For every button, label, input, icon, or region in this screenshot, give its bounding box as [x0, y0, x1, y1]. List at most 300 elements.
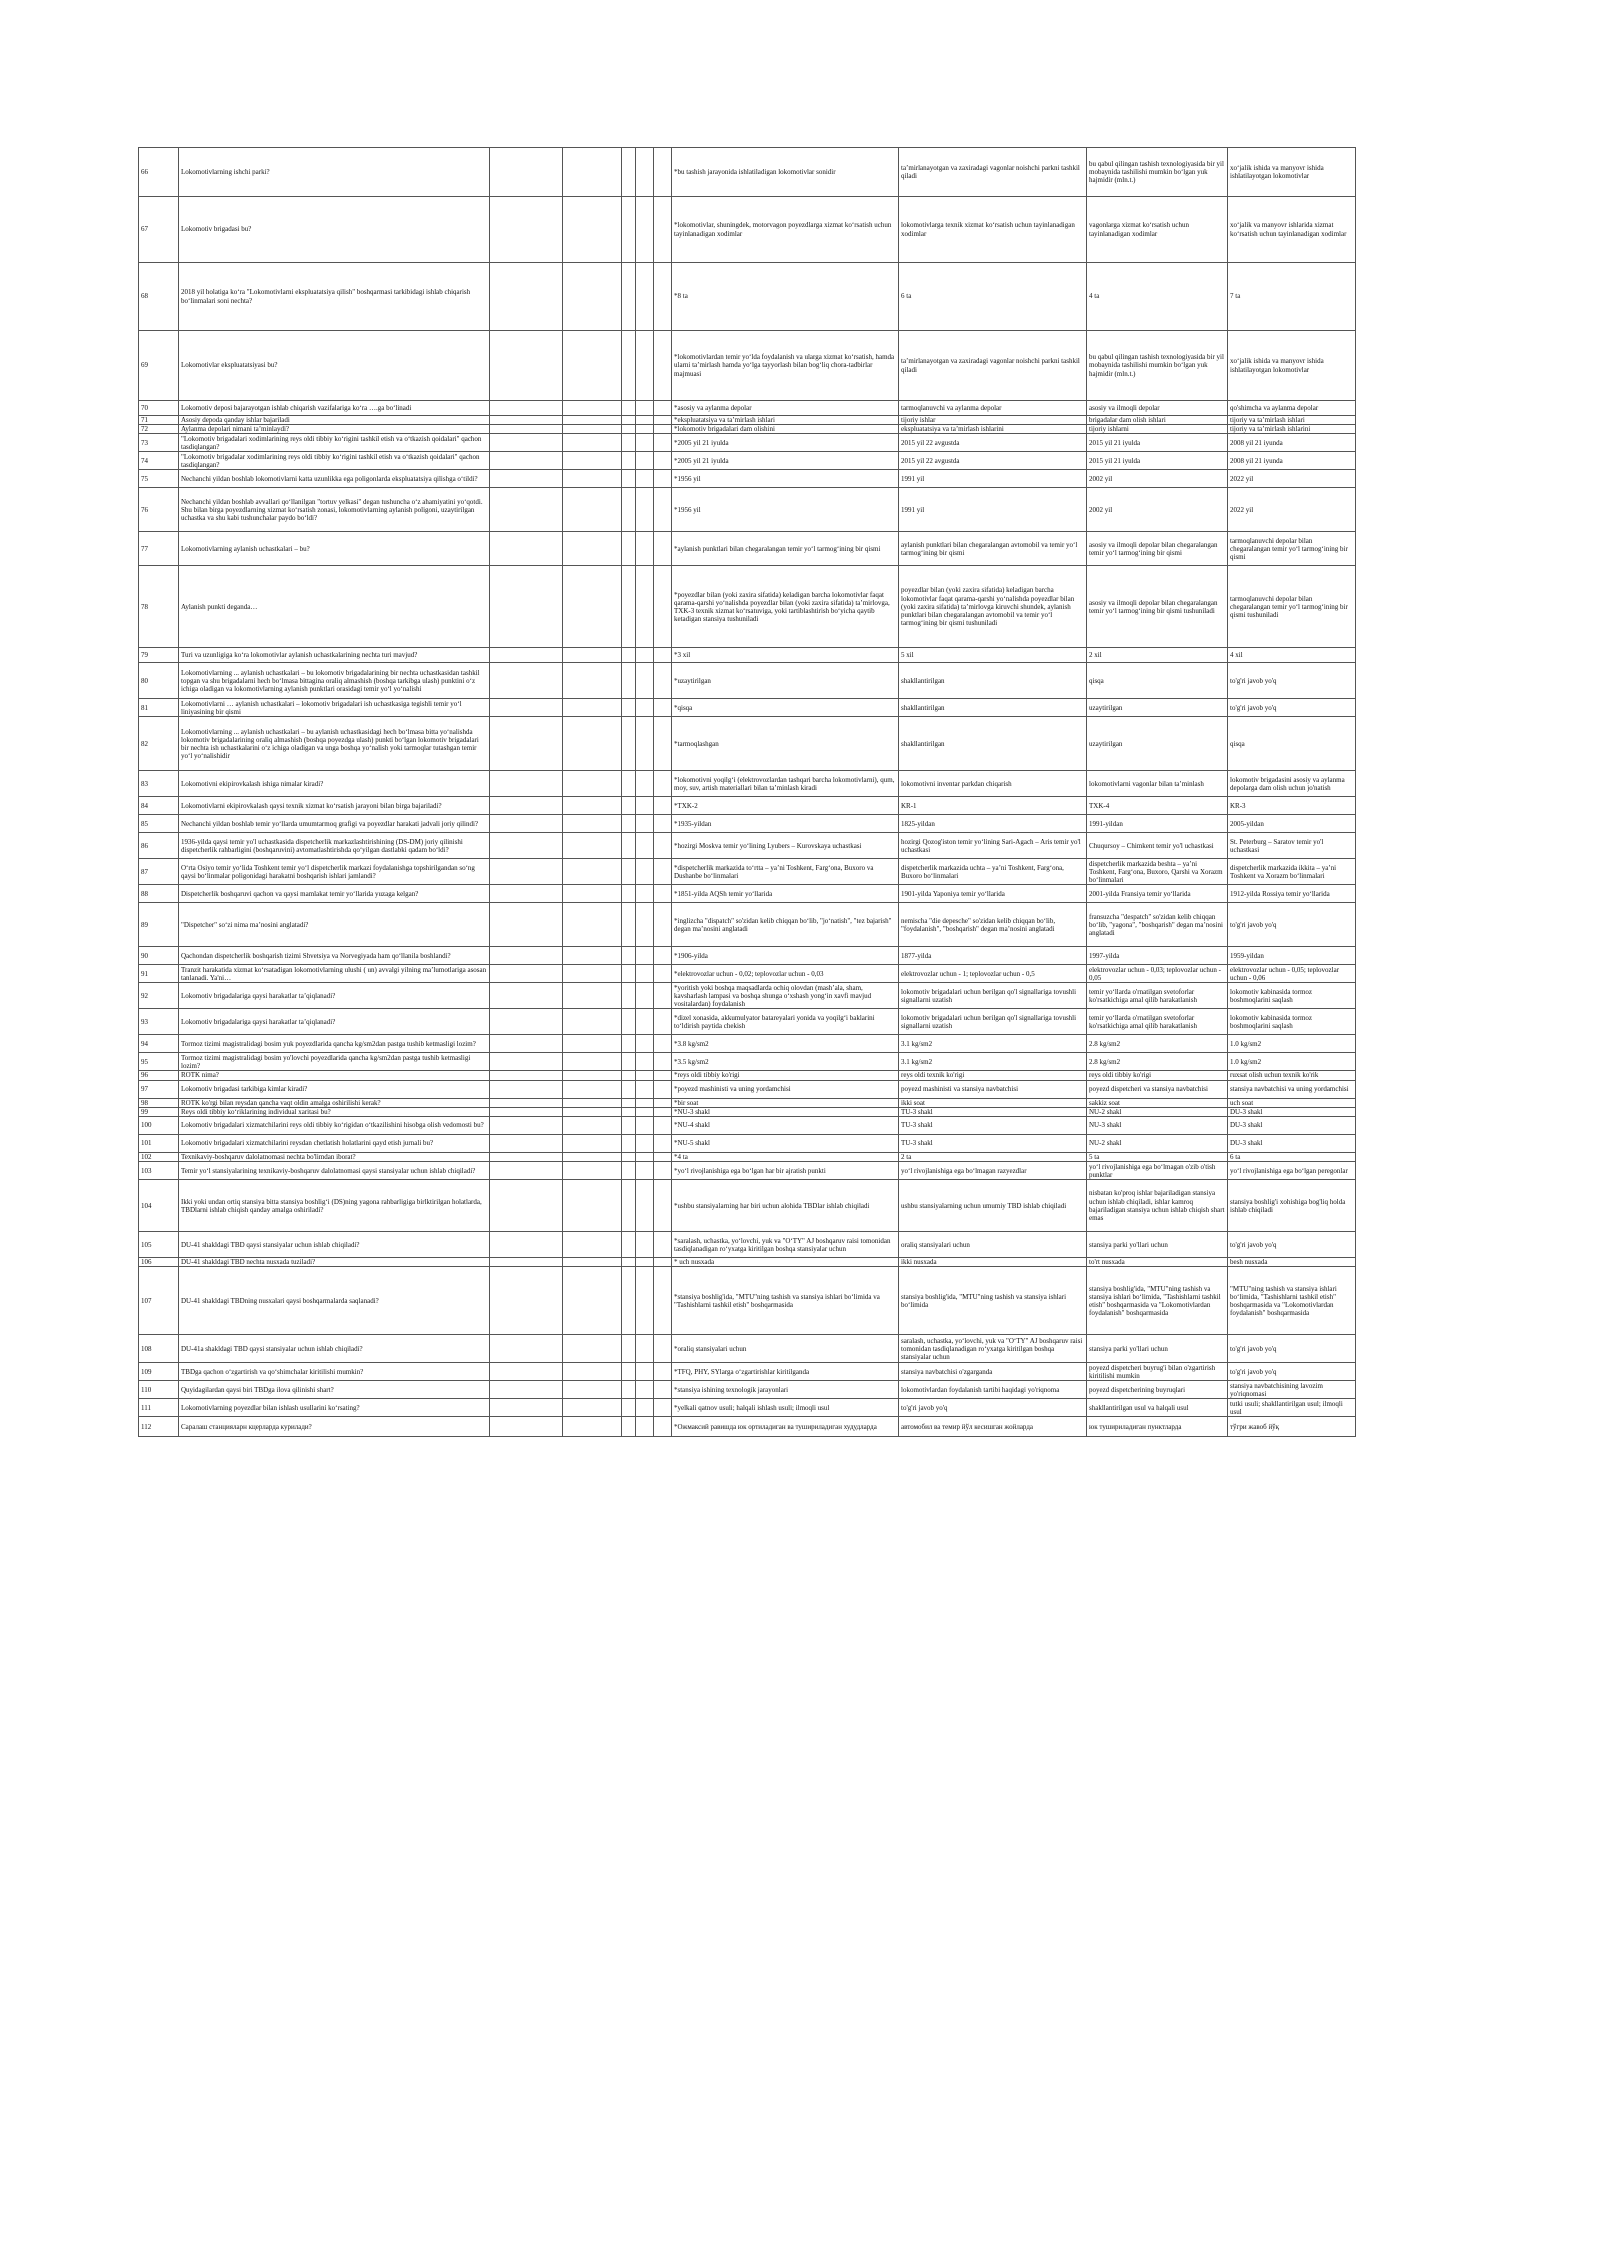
- question-number-cell: 66: [139, 148, 179, 197]
- empty-cell: [563, 1153, 622, 1162]
- empty-cell: [490, 1335, 563, 1363]
- correct-answer-cell: *lokomotivlar, shuningdek, motorvagon poyezdlarga xizmat ko‘rsatish uchun tayinlanadigan xodimlar: [672, 197, 899, 263]
- answer-option-cell: poyezd dispetcheri buyrug'i bilan o'zgartirish kiritilishi mumkin: [1087, 1363, 1228, 1381]
- question-cell: Lokomotiv brigadalariga qaysi harakatlar ta’qiqlanadi?: [179, 983, 490, 1009]
- answer-option-cell: 2015 yil 22 avgustda: [899, 434, 1087, 452]
- correct-answer-cell: *bu tashish jarayonida ishlatiladigan lokomotivlar sonidir: [672, 148, 899, 197]
- answer-option-cell: lokomotiv brigadasini asosiy va aylanma depolarga dam olish uchun jo'natish: [1228, 771, 1356, 797]
- question-cell: Aylanma depolari nimani ta’minlaydi?: [179, 425, 490, 434]
- correct-answer-cell: *TXK-2: [672, 797, 899, 815]
- question-number-cell: 101: [139, 1135, 179, 1153]
- question-number-cell: 104: [139, 1180, 179, 1232]
- empty-cell: [636, 1267, 654, 1335]
- table-body: [139, 148, 1356, 1437]
- empty-cell: [654, 815, 672, 833]
- answer-option-cell: yo‘l rivojlanishiga ega bo‘lmagan razyezdlar: [899, 1162, 1087, 1180]
- empty-cell: [654, 566, 672, 648]
- question-cell: Tranzit harakatida xizmat ko‘rsatadigan lokomotivlarning ulushi ( un) avvalgi yilning ma’lumotlariga asosan tanlanadi. Ya'ni…: [179, 965, 490, 983]
- table-row: [139, 1258, 1356, 1267]
- answer-option-cell: KR-1: [899, 797, 1087, 815]
- question-cell: Asosiy depoda qanday ishlar bajariladi: [179, 416, 490, 425]
- empty-cell: [490, 1162, 563, 1180]
- answer-option-cell: stansiya boshlig'ida, "MTU"ning tashish va stansiya ishlari bo‘limida, "Tashishlarni tashkil etish" boshqarmasida va "Lokomotivlardan foydalanish" boshqarmasida: [1087, 1267, 1228, 1335]
- empty-cell: [636, 1098, 654, 1107]
- table-row: [139, 797, 1356, 815]
- answer-option-cell: poyezd dispetcherining buyruqlari: [1087, 1381, 1228, 1399]
- empty-cell: [636, 648, 654, 663]
- empty-cell: [654, 771, 672, 797]
- spreadsheet-page: [138, 147, 1355, 1437]
- answer-option-cell: 2005-yildan: [1228, 815, 1356, 833]
- answer-option-cell: 1.0 kg/sm2: [1228, 1035, 1356, 1053]
- empty-cell: [636, 401, 654, 416]
- question-number-cell: 108: [139, 1335, 179, 1363]
- empty-cell: [654, 699, 672, 717]
- answer-option-cell: aylanish punktlari bilan chegaralangan avtomobil va temir yo‘l tarmog‘ining bir qismi: [899, 532, 1087, 566]
- empty-cell: [636, 1117, 654, 1135]
- correct-answer-cell: *1906-yilda: [672, 947, 899, 965]
- empty-cell: [563, 1232, 622, 1258]
- answer-option-cell: stansiya parki yo'llari uchun: [1087, 1232, 1228, 1258]
- answer-option-cell: 1.0 kg/sm2: [1228, 1053, 1356, 1071]
- empty-cell: [563, 1363, 622, 1381]
- answer-option-cell: ta’mirlanayotgan va zaxiradagi vagonlar noishchi parkni tashkil qiladi: [899, 148, 1087, 197]
- table-row: [139, 1399, 1356, 1417]
- question-number-cell: 86: [139, 833, 179, 859]
- correct-answer-cell: *aylanish punktlari bilan chegaralangan temir yo‘l tarmog‘ining bir qismi: [672, 532, 899, 566]
- empty-cell: [622, 903, 636, 947]
- empty-cell: [622, 771, 636, 797]
- answer-option-cell: St. Peterburg – Saratov temir yo'l uchastkasi: [1228, 833, 1356, 859]
- answer-option-cell: shakllantirilgan: [899, 663, 1087, 699]
- question-number-cell: 109: [139, 1363, 179, 1381]
- answer-option-cell: lokomotivlarga texnik xizmat ko‘rsatish uchun tayinlanadigan xodimlar: [899, 197, 1087, 263]
- question-number-cell: 77: [139, 532, 179, 566]
- empty-cell: [622, 1399, 636, 1417]
- question-cell: Lokomotiv brigadasi tarkibiga kimlar kiradi?: [179, 1080, 490, 1098]
- empty-cell: [654, 1098, 672, 1107]
- correct-answer-cell: *8 ta: [672, 263, 899, 331]
- answer-option-cell: ikki soat: [899, 1098, 1087, 1107]
- answer-option-cell: KR-3: [1228, 797, 1356, 815]
- question-number-cell: 75: [139, 470, 179, 488]
- answer-option-cell: to'g'ri javob yo'q: [1228, 699, 1356, 717]
- question-number-cell: 112: [139, 1417, 179, 1437]
- correct-answer-cell: *qisqa: [672, 699, 899, 717]
- empty-cell: [654, 903, 672, 947]
- empty-cell: [654, 197, 672, 263]
- empty-cell: [636, 331, 654, 401]
- question-cell: Quyidagilardan qaysi biri TBDga ilova qilinishi shart?: [179, 1381, 490, 1399]
- answer-option-cell: reys oldi tibbiy ko'rigi: [1087, 1071, 1228, 1080]
- empty-cell: [563, 833, 622, 859]
- empty-cell: [490, 663, 563, 699]
- answer-option-cell: юк тушириладиган пунктларда: [1087, 1417, 1228, 1437]
- empty-cell: [622, 331, 636, 401]
- correct-answer-cell: *3.5 kg/sm2: [672, 1053, 899, 1071]
- empty-cell: [654, 401, 672, 416]
- correct-answer-cell: *poyezdlar bilan (yoki zaxira sifatida) keladigan barcha lokomotivlar faqat qarama-qarshi yo‘nalishda poyezdlar bilan (yoki zaxira sifatida) ta’mirlovga, TXK-3 texnik xizmat ko‘rsatuviga, yoki tartiblashtirish bo‘yicha qaytib ketadigan stansiya tushuniladi: [672, 566, 899, 648]
- table-row: [139, 648, 1356, 663]
- empty-cell: [636, 1053, 654, 1071]
- question-cell: Lokomotiv brigadalariga qaysi harakatlar ta’qiqlanadi?: [179, 1009, 490, 1035]
- question-number-cell: 79: [139, 648, 179, 663]
- question-cell: "Lokomotiv brigadalari xodimlarining reys oldi tibbiy ko‘rigini tashkil etish va o‘tkazish qoidalari" qachon tasdiqlangan?: [179, 434, 490, 452]
- empty-cell: [490, 1381, 563, 1399]
- empty-cell: [622, 648, 636, 663]
- answer-option-cell: tijoriy va ta’mirlash ishlarini: [1228, 425, 1356, 434]
- empty-cell: [622, 815, 636, 833]
- answer-option-cell: xo‘jalik va manyovr ishlarida xizmat ko‘rsatish uchun tayinlanadigan xodimlar: [1228, 197, 1356, 263]
- empty-cell: [636, 1162, 654, 1180]
- empty-cell: [563, 1267, 622, 1335]
- answer-option-cell: 2 ta: [899, 1153, 1087, 1162]
- empty-cell: [563, 331, 622, 401]
- table-row: [139, 717, 1356, 771]
- table-row: [139, 1232, 1356, 1258]
- question-cell: Lokomotiv brigadalari xizmatchilarini reys oldi tibbiy ko‘rigidan o‘tkazilishini hisobga olish vedomosti bu?: [179, 1117, 490, 1135]
- answer-option-cell: qisqa: [1228, 717, 1356, 771]
- empty-cell: [490, 1258, 563, 1267]
- empty-cell: [622, 1009, 636, 1035]
- empty-cell: [490, 1009, 563, 1035]
- correct-answer-cell: * uch nusxada: [672, 1258, 899, 1267]
- question-cell: Ikki yoki undan ortiq stansiya bitta stansiya boshlig‘i (DS)ning yagona rahbarligiga birlktirilgan holatlarda, TBDlarni ishlab chiqish qanday amalga oshiriladi?: [179, 1180, 490, 1232]
- question-cell: Texnikaviy-boshqaruv dalolatnomasi nechta bo'limdan iborat?: [179, 1153, 490, 1162]
- table-row: [139, 416, 1356, 425]
- question-cell: Lokomotivlarning ishchi parki?: [179, 148, 490, 197]
- answer-option-cell: TU-3 shakl: [899, 1107, 1087, 1116]
- empty-cell: [563, 797, 622, 815]
- empty-cell: [654, 648, 672, 663]
- answer-option-cell: DU-3 shakl: [1228, 1135, 1356, 1153]
- empty-cell: [490, 1267, 563, 1335]
- table-row: [139, 470, 1356, 488]
- answer-option-cell: 6 ta: [899, 263, 1087, 331]
- empty-cell: [490, 425, 563, 434]
- empty-cell: [563, 1098, 622, 1107]
- empty-cell: [622, 1080, 636, 1098]
- empty-cell: [563, 263, 622, 331]
- empty-cell: [654, 1335, 672, 1363]
- empty-cell: [636, 452, 654, 470]
- empty-cell: [490, 1098, 563, 1107]
- empty-cell: [654, 1258, 672, 1267]
- answer-option-cell: poyezd mashinisti va stansiya navbatchisi: [899, 1080, 1087, 1098]
- empty-cell: [563, 532, 622, 566]
- answer-option-cell: uzaytirilgan: [1087, 699, 1228, 717]
- empty-cell: [490, 416, 563, 425]
- empty-cell: [636, 532, 654, 566]
- empty-cell: [563, 1135, 622, 1153]
- empty-cell: [563, 566, 622, 648]
- table-row: [139, 1417, 1356, 1437]
- answer-option-cell: тўгри жавоб йўқ: [1228, 1417, 1356, 1437]
- question-number-cell: 94: [139, 1035, 179, 1053]
- table-row: [139, 815, 1356, 833]
- question-cell: Turi va uzunligiga ko‘ra lokomotivlar aylanish uchastkalarining nechta turi mavjud?: [179, 648, 490, 663]
- question-cell: Lokomotivlarning aylanish uchastkalari – bu?: [179, 532, 490, 566]
- answer-option-cell: poyezdlar bilan (yoki zaxira sifatida) keladigan barcha lokomotivlar faqat qarama-qarshi yo‘nalishda poyezdlar bilan (yoki zaxira sifatida) ta’mirlovga kiruvchi shundek, aylanish punktlari bilan chegaralangan avtomobil va temir yo‘l tarmog‘ining bir qismi tushuniladi: [899, 566, 1087, 648]
- answer-option-cell: dispetcherlik markazida ikkita – ya’ni Toshkent va Xorazm bo‘linmalari: [1228, 859, 1356, 885]
- answer-option-cell: stansiya navbatchisi o'zgarganda: [899, 1363, 1087, 1381]
- answer-option-cell: 2015 yil 21 iyulda: [1087, 434, 1228, 452]
- answer-option-cell: to'g'ri javob yo'q: [899, 1399, 1087, 1417]
- table-row: [139, 1071, 1356, 1080]
- empty-cell: [490, 434, 563, 452]
- answer-option-cell: TU-3 shakl: [899, 1135, 1087, 1153]
- table-row: [139, 401, 1356, 416]
- answer-option-cell: uch soat: [1228, 1098, 1356, 1107]
- empty-cell: [563, 452, 622, 470]
- table-row: [139, 1098, 1356, 1107]
- question-number-cell: 78: [139, 566, 179, 648]
- empty-cell: [490, 331, 563, 401]
- empty-cell: [636, 663, 654, 699]
- empty-cell: [654, 833, 672, 859]
- answer-option-cell: to'g'ri javob yo'q: [1228, 1232, 1356, 1258]
- answer-option-cell: to'g'ri javob yo'q: [1228, 1363, 1356, 1381]
- empty-cell: [654, 965, 672, 983]
- empty-cell: [654, 1267, 672, 1335]
- empty-cell: [622, 401, 636, 416]
- empty-cell: [490, 1135, 563, 1153]
- empty-cell: [636, 815, 654, 833]
- empty-cell: [654, 331, 672, 401]
- empty-cell: [622, 859, 636, 885]
- question-cell: Саралаш станцияларн кцерларда курилади?: [179, 1417, 490, 1437]
- empty-cell: [622, 1267, 636, 1335]
- empty-cell: [563, 470, 622, 488]
- empty-cell: [636, 1080, 654, 1098]
- question-number-cell: 73: [139, 434, 179, 452]
- question-cell: Lokomotivlarning ... aylanish uchastkalari – bu aylanish uchastkasidagi hech bo‘lmasa bitta yo‘nalishda lokomotiv brigadalarining oraliq almashish (boshqa poyezdga ulash) punkti bo‘lgan lokomotiv brigadalari bir nechta ish uchastkalarini o‘z ichiga oladigan va unga boshqa yo‘nalish yoki tarmoqlar tutashgan temir yo‘l yo‘nalishidir: [179, 717, 490, 771]
- correct-answer-cell: *dizel xonasida, akkumulyator batareyalari yonida va yoqilg‘i baklarini to‘ldirish paytida chekish: [672, 1009, 899, 1035]
- answer-option-cell: lokomotivlardan foydalanish tartibi haqidagi yo'riqnoma: [899, 1381, 1087, 1399]
- question-cell: Lokomotivlarni … aylanish uchastkalari – lokomotiv brigadalari ish uchastkasiga tegishli temir yo‘l liniyasining bir qismi: [179, 699, 490, 717]
- answer-option-cell: shakllantirilgan: [899, 717, 1087, 771]
- empty-cell: [563, 416, 622, 425]
- empty-cell: [622, 1035, 636, 1053]
- correct-answer-cell: *4 ta: [672, 1153, 899, 1162]
- correct-answer-cell: *TFQ, PHY, SYlarga o‘zgartirishlar kiritilganda: [672, 1363, 899, 1381]
- question-cell: 1936-yilda qaysi temir yo'l uchastkasida dispetcherlik markazlashtirishining (DS-DM) joriy qilinishi dispetcherlik rahbarligini (boshqaruvini) avtomatlashtirishda qo‘yilgan dastlabki qadam bo‘ldi?: [179, 833, 490, 859]
- answer-option-cell: ekspluatatsiya va ta’mirlash ishlarini: [899, 425, 1087, 434]
- empty-cell: [622, 425, 636, 434]
- answer-option-cell: yo‘l rivojlanishiga ega bo‘lgan peregonlar: [1228, 1162, 1356, 1180]
- empty-cell: [563, 1335, 622, 1363]
- empty-cell: [654, 1035, 672, 1053]
- correct-answer-cell: *stansiya boshlig'ida, "MTU"ning tashish va stansiya ishlari bo‘limida va "Tashishlarni tashkil etish" boshqarmasida: [672, 1267, 899, 1335]
- empty-cell: [622, 1417, 636, 1437]
- answer-option-cell: 1825-yildan: [899, 815, 1087, 833]
- empty-cell: [563, 717, 622, 771]
- empty-cell: [636, 797, 654, 815]
- answer-option-cell: sakkiz soat: [1087, 1098, 1228, 1107]
- empty-cell: [636, 1232, 654, 1258]
- answer-option-cell: tarmoqlanuvchi depolar bilan chegaralangan temir yo‘l tarmog‘ining bir qismi: [1228, 532, 1356, 566]
- answer-option-cell: 1991-yildan: [1087, 815, 1228, 833]
- table-row: [139, 1180, 1356, 1232]
- answer-option-cell: lokomotiv brigadalari uchun berilgan qo'l signallariga tovushli signallarni uzatish: [899, 1009, 1087, 1035]
- answer-option-cell: 5 xil: [899, 648, 1087, 663]
- table-row: [139, 1162, 1356, 1180]
- empty-cell: [654, 797, 672, 815]
- table-row: [139, 699, 1356, 717]
- empty-cell: [563, 401, 622, 416]
- answer-option-cell: bu qabul qilingan tashish texnologiyasida bir yil mobaynida tashilishi mumkin bo‘lgan yuk hajmidir (mln.t.): [1087, 331, 1228, 401]
- answer-option-cell: asosiy va ilmoqli depolar bilan chegaralangan temir yo‘l tarmog‘ining bir qismi tushuniladi: [1087, 566, 1228, 648]
- answer-option-cell: DU-3 shakl: [1228, 1117, 1356, 1135]
- empty-cell: [654, 532, 672, 566]
- empty-cell: [654, 1232, 672, 1258]
- answer-option-cell: lokomotiv kabinasida tormoz boshmoqlarini saqlash: [1228, 983, 1356, 1009]
- empty-cell: [490, 1153, 563, 1162]
- answer-option-cell: nisbatan ko'proq ishlar bajariladigan stansiya uchun ishlab chiqiladi, ishlar kamroq bajariladigan stansiya uchun ishlab chiqish shart emas: [1087, 1180, 1228, 1232]
- question-number-cell: 71: [139, 416, 179, 425]
- empty-cell: [636, 947, 654, 965]
- answer-option-cell: lokomotiv brigadalari uchun berilgan qo'l signallariga tovushli signallarni uzatish: [899, 983, 1087, 1009]
- empty-cell: [654, 859, 672, 885]
- question-cell: Nechanchi yildan boshlab avvallari qo‘llanilgan "tortuv yelkasi" degan tushuncha o‘z ahamiyatini yo‘qotdi. Shu bilan birga poyezdlarning xizmat ko‘rsatish zonasi, lokomotivlarning aylanish poligoni, uzaytirilgan uchastka va shu kabi tushunchalar paydo bo‘ldi?: [179, 488, 490, 532]
- question-number-cell: 110: [139, 1381, 179, 1399]
- empty-cell: [622, 148, 636, 197]
- empty-cell: [490, 488, 563, 532]
- empty-cell: [622, 1232, 636, 1258]
- question-cell: Lokomotiv brigadalari xizmatchilarini reysdan chetlatish holatlarini qayd etish jurnali bu?: [179, 1135, 490, 1153]
- answer-option-cell: elektrovozlar uchun - 0,03; teplovozlar uchun - 0,05: [1087, 965, 1228, 983]
- table-row: [139, 1080, 1356, 1098]
- answer-option-cell: tijoriy va ta’mirlash ishlari: [1228, 416, 1356, 425]
- empty-cell: [490, 965, 563, 983]
- empty-cell: [490, 1071, 563, 1080]
- answer-option-cell: yo‘l rivojlanishiga ega bo‘lmagan o'zib o'tish punktlar: [1087, 1162, 1228, 1180]
- correct-answer-cell: *2005 yil 21 iyulda: [672, 452, 899, 470]
- correct-answer-cell: *1935-yildan: [672, 815, 899, 833]
- table-row: [139, 532, 1356, 566]
- answer-option-cell: shakllantirilgan: [899, 699, 1087, 717]
- answer-option-cell: 2022 yil: [1228, 470, 1356, 488]
- answer-option-cell: ikki nusxada: [899, 1258, 1087, 1267]
- empty-cell: [654, 452, 672, 470]
- question-number-cell: 76: [139, 488, 179, 532]
- correct-answer-cell: *tarmoqlashgan: [672, 717, 899, 771]
- question-cell: O‘rta Osiyo temir yo‘lida Toshkent temir yo‘l dispetcherlik markazi foydalanishga topshirilgandan so‘ng qaysi bo‘linmalar poligonidagi harakatni boshqarish ishlari jamlandi?: [179, 859, 490, 885]
- correct-answer-cell: *1956 yil: [672, 470, 899, 488]
- empty-cell: [563, 1258, 622, 1267]
- question-cell: DU-41 shakldagi TBD qaysi stansiyalar uchun ishlab chiqiladi?: [179, 1232, 490, 1258]
- empty-cell: [622, 1117, 636, 1135]
- answer-option-cell: "MTU"ning tashish va stansiya ishlari bo‘limida, "Tashishlarni tashkil etish" boshqarmasida va "Lokomotivlardan foydalanish" boshqarmasida: [1228, 1267, 1356, 1335]
- question-number-cell: 100: [139, 1117, 179, 1135]
- empty-cell: [563, 1399, 622, 1417]
- question-cell: Reys oldi tibbiy ko‘riklarining individual xaritasi bu?: [179, 1107, 490, 1116]
- empty-cell: [622, 1135, 636, 1153]
- empty-cell: [636, 1135, 654, 1153]
- correct-answer-cell: *reys oldi tibbiy ko'rigi: [672, 1071, 899, 1080]
- empty-cell: [563, 663, 622, 699]
- question-number-cell: 88: [139, 885, 179, 903]
- empty-cell: [490, 1035, 563, 1053]
- correct-answer-cell: *ekspluatatsiya va ta’mirlash ishlari: [672, 416, 899, 425]
- question-cell: Lokomotiv deposi bajarayotgan ishlab chiqarish vazifalariga ko‘ra ….ga bo‘linadi: [179, 401, 490, 416]
- table-row: [139, 434, 1356, 452]
- empty-cell: [490, 947, 563, 965]
- empty-cell: [563, 1053, 622, 1071]
- question-number-cell: 105: [139, 1232, 179, 1258]
- answer-option-cell: saralash, uchastka, yo‘lovchi, yuk va "O‘TY" AJ boshqaruv raisi tomonidan tasdiqlanadigan ro‘yxatga kiritilgan boshqa stansiyalar uchun: [899, 1335, 1087, 1363]
- answer-option-cell: 1901-yilda Yaponiya temir yo‘llarida: [899, 885, 1087, 903]
- empty-cell: [622, 470, 636, 488]
- correct-answer-cell: *3 xil: [672, 648, 899, 663]
- question-cell: ROTK nima?: [179, 1071, 490, 1080]
- empty-cell: [563, 1107, 622, 1116]
- question-number-cell: 91: [139, 965, 179, 983]
- empty-cell: [563, 425, 622, 434]
- answer-option-cell: NU-2 shakl: [1087, 1135, 1228, 1153]
- answer-option-cell: ta’mirlanayotgan va zaxiradagi vagonlar noishchi parkni tashkil qiladi: [899, 331, 1087, 401]
- empty-cell: [654, 947, 672, 965]
- answer-option-cell: besh nusxada: [1228, 1258, 1356, 1267]
- empty-cell: [654, 1053, 672, 1071]
- correct-answer-cell: *inglizcha "dispatch" so'zidan kelib chiqqan bo‘lib, "jo‘natish", "tez bajarish" degan ma’nosini anglatadi: [672, 903, 899, 947]
- answer-option-cell: to'rt nusxada: [1087, 1258, 1228, 1267]
- answer-option-cell: qo'shimcha va aylanma depolar: [1228, 401, 1356, 416]
- answer-option-cell: 1991 yil: [899, 488, 1087, 532]
- empty-cell: [636, 434, 654, 452]
- answer-option-cell: 2002 yil: [1087, 488, 1228, 532]
- empty-cell: [490, 1117, 563, 1135]
- answer-option-cell: elektrovozlar uchun - 0,05; teplovozlar uchun - 0,06: [1228, 965, 1356, 983]
- question-cell: Lokomotivni ekipirovkalash ishiga nimalar kiradi?: [179, 771, 490, 797]
- table-row: [139, 965, 1356, 983]
- empty-cell: [622, 1180, 636, 1232]
- empty-cell: [636, 263, 654, 331]
- empty-cell: [636, 965, 654, 983]
- empty-cell: [622, 833, 636, 859]
- empty-cell: [490, 717, 563, 771]
- question-number-cell: 107: [139, 1267, 179, 1335]
- answer-option-cell: 3.1 kg/sm2: [899, 1053, 1087, 1071]
- empty-cell: [490, 1232, 563, 1258]
- correct-answer-cell: *hozirgi Moskva temir yo‘lining Lyubers – Kurovskaya uchastkasi: [672, 833, 899, 859]
- empty-cell: [622, 532, 636, 566]
- empty-cell: [654, 663, 672, 699]
- empty-cell: [490, 401, 563, 416]
- empty-cell: [563, 1180, 622, 1232]
- table-row: [139, 903, 1356, 947]
- empty-cell: [563, 1417, 622, 1437]
- table-row: [139, 1267, 1356, 1335]
- question-number-cell: 84: [139, 797, 179, 815]
- question-cell: ROTK ko'rgi bilan reysdan qancha vaqt oldin amalga oshirilishi kerak?: [179, 1098, 490, 1107]
- question-number-cell: 98: [139, 1098, 179, 1107]
- empty-cell: [622, 1363, 636, 1381]
- empty-cell: [654, 983, 672, 1009]
- question-cell: Lokomotiv brigadasi bu?: [179, 197, 490, 263]
- empty-cell: [654, 1107, 672, 1116]
- question-cell: Tormoz tizimi magistralidagi bosim yo'lovchi poyezdlarida qancha kg/sm2dan pastga tushib ketmasligi lozim?: [179, 1053, 490, 1071]
- answer-option-cell: dispetcherlik markazida uchta – ya’ni Toshkent, Farg‘ona, Buxoro bo‘linmalari: [899, 859, 1087, 885]
- empty-cell: [636, 1107, 654, 1116]
- answer-option-cell: 5 ta: [1087, 1153, 1228, 1162]
- table-row: [139, 1335, 1356, 1363]
- question-number-cell: 92: [139, 983, 179, 1009]
- correct-answer-cell: *uzaytirilgan: [672, 663, 899, 699]
- answer-option-cell: asosiy va ilmoqli depolar: [1087, 401, 1228, 416]
- empty-cell: [563, 983, 622, 1009]
- empty-cell: [490, 1399, 563, 1417]
